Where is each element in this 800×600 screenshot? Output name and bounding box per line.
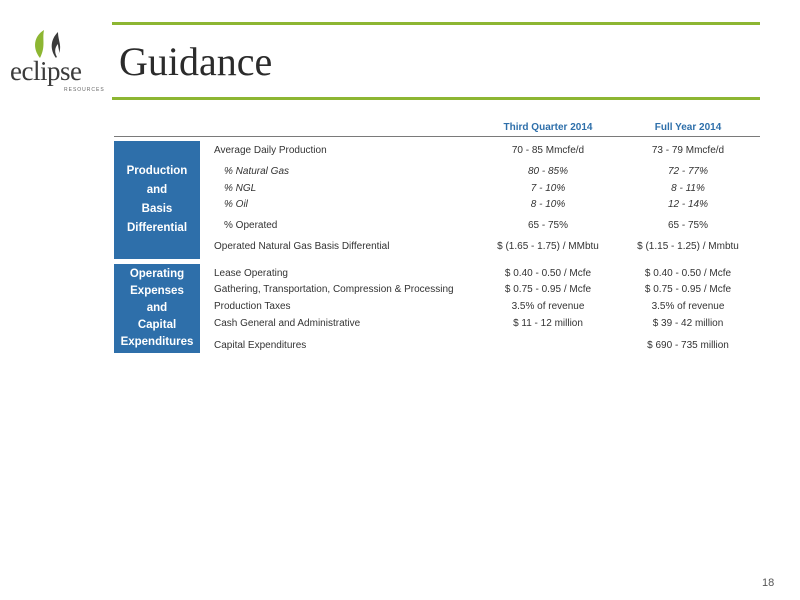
header-rule (114, 136, 760, 137)
logo-subtext: RESOURCES (64, 87, 105, 93)
row-q3-value: $ 11 - 12 million (513, 318, 583, 329)
row-fy-value: $ (1.15 - 1.25) / Mmbtu (637, 241, 739, 252)
row-q3-value: $ 0.75 - 0.95 / Mcfe (504, 284, 592, 295)
row-q3-value: 65 - 75% (527, 220, 569, 231)
row-q3-value: 8 - 10% (530, 199, 566, 210)
row-label: Gathering, Transportation, Compression & Processing (214, 284, 454, 295)
row-label: Average Daily Production (214, 145, 327, 156)
row-fy-value: $ 0.40 - 0.50 / Mcfe (644, 268, 732, 279)
row-label: Capital Expenditures (214, 340, 307, 351)
row-label: % NGL (224, 183, 257, 194)
row-q3-value: 70 - 85 Mmcfe/d (511, 145, 585, 156)
row-label: % Operated (224, 220, 278, 231)
section-expenses-line: Expenses (130, 285, 184, 297)
row-q3-value: 7 - 10% (530, 183, 566, 194)
header-bottom-bar (112, 97, 760, 100)
section-expenses-line: Operating (129, 268, 185, 280)
row-fy-value: 72 - 77% (667, 166, 709, 177)
row-q3-value: $ (1.65 - 1.75) / MMbtu (497, 241, 599, 252)
section-expenses-line: Capital (137, 319, 177, 331)
section-production-line: Differential (126, 222, 188, 234)
column-header-third-quarter: Third Quarter 2014 (503, 122, 593, 133)
row-q3-value: 80 - 85% (527, 166, 569, 177)
logo-wordmark: eclipse (10, 56, 82, 86)
section-production-line: Basis (141, 203, 173, 215)
row-q3-value: 3.5% of revenue (511, 301, 585, 312)
row-fy-value: $ 39 - 42 million (652, 318, 724, 329)
section-expenses-line: and (146, 302, 168, 314)
section-production-line: Production (126, 165, 188, 177)
column-header-full-year: Full Year 2014 (654, 122, 722, 133)
eclipse-logo (10, 24, 106, 93)
header-top-bar (112, 22, 760, 25)
row-fy-value: $ 0.75 - 0.95 / Mcfe (644, 284, 732, 295)
section-production-line: and (146, 184, 168, 196)
row-fy-value: 73 - 79 Mmcfe/d (651, 145, 725, 156)
section-production (114, 141, 200, 259)
row-fy-value: $ 690 - 735 million (647, 340, 729, 351)
section-expenses (114, 264, 200, 353)
row-fy-value: 12 - 14% (667, 199, 709, 210)
row-label: Lease Operating (214, 268, 288, 279)
row-label: % Oil (224, 199, 248, 210)
row-fy-value: 3.5% of revenue (651, 301, 725, 312)
section-expenses-line: Expenditures (120, 336, 194, 348)
row-fy-value: 65 - 75% (667, 220, 709, 231)
row-label: Cash General and Administrative (214, 318, 361, 329)
page-number: 18 (762, 577, 775, 589)
row-label: Production Taxes (214, 301, 291, 312)
row-fy-value: 8 - 11% (671, 183, 705, 194)
page-title: Guidance (119, 39, 273, 84)
row-label: % Natural Gas (224, 166, 290, 177)
row-label: Operated Natural Gas Basis Differential (214, 241, 390, 252)
row-q3-value: $ 0.40 - 0.50 / Mcfe (504, 268, 592, 279)
